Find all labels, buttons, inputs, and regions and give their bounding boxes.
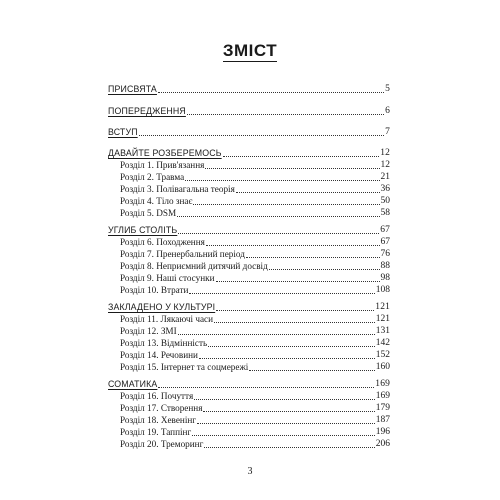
toc-entry-page: 187 bbox=[375, 415, 390, 425]
toc-entry-page: 12 bbox=[380, 160, 390, 170]
toc-entry-page: 67 bbox=[380, 225, 390, 235]
toc-section-row bbox=[108, 83, 390, 95]
toc-entry-label: Розділ 7. Пренербальний період bbox=[120, 249, 245, 259]
toc-chapter-row bbox=[108, 183, 390, 195]
dot-leader bbox=[194, 399, 375, 400]
toc-entry-label: Розділ 17. Створення bbox=[120, 403, 203, 413]
dot-leader bbox=[177, 216, 379, 217]
dot-leader bbox=[249, 370, 374, 371]
toc-entry-page: 121 bbox=[375, 302, 390, 312]
toc-entry-label: Розділ 8. Неприємний дитячий досвід bbox=[120, 261, 268, 271]
toc-entry-page: 152 bbox=[375, 350, 390, 360]
toc-entry-label: Розділ 11. Лякаючі часи bbox=[120, 314, 214, 324]
toc-chapter-row bbox=[108, 414, 390, 426]
toc-entry-page: 196 bbox=[375, 427, 390, 437]
toc-chapter-row bbox=[108, 313, 390, 325]
toc-chapter-row bbox=[108, 195, 390, 207]
toc-chapter-row bbox=[108, 159, 390, 171]
toc-entry-label: Розділ 3. Полівагальна теорія bbox=[120, 184, 235, 194]
toc-entry-page: 36 bbox=[380, 184, 390, 194]
dot-leader bbox=[158, 387, 374, 388]
toc-entry-page: 88 bbox=[380, 261, 390, 271]
toc-chapter-row bbox=[108, 426, 390, 438]
toc-chapter-row bbox=[108, 390, 390, 402]
dot-leader bbox=[216, 310, 374, 311]
dot-leader bbox=[139, 135, 384, 136]
toc-chapter-row bbox=[108, 284, 390, 296]
dot-leader bbox=[193, 204, 379, 205]
toc-chapter-row bbox=[108, 402, 390, 414]
toc-chapter-row bbox=[108, 349, 390, 361]
dot-leader bbox=[223, 156, 380, 157]
toc-section-row bbox=[108, 301, 390, 313]
dot-leader bbox=[205, 168, 379, 169]
dot-leader bbox=[214, 322, 375, 323]
toc-entry-page: 206 bbox=[375, 439, 390, 449]
toc-section-row bbox=[108, 224, 390, 236]
toc-chapter-row bbox=[108, 171, 390, 183]
dot-leader bbox=[192, 435, 375, 436]
toc-entry-page: 142 bbox=[375, 338, 390, 348]
dot-leader bbox=[158, 92, 384, 93]
dot-leader bbox=[208, 346, 375, 347]
toc-entry-label: ВСТУП bbox=[108, 127, 138, 137]
toc-entry-page: 50 bbox=[380, 196, 390, 206]
toc-chapter-row bbox=[108, 236, 390, 248]
toc-entry-label: Розділ 12. ЗМІ bbox=[120, 326, 177, 336]
toc-entry-page: 67 bbox=[380, 237, 390, 247]
toc-section-row bbox=[108, 378, 390, 390]
toc-chapter-row bbox=[108, 438, 390, 450]
toc-section-row bbox=[108, 147, 390, 159]
toc-entry-page: 7 bbox=[385, 127, 390, 137]
toc-entry-page: 5 bbox=[385, 84, 390, 94]
dot-leader bbox=[185, 180, 379, 181]
toc-entry-page: 179 bbox=[375, 403, 390, 413]
dot-leader bbox=[187, 114, 384, 115]
toc-entry-page: 131 bbox=[375, 326, 390, 336]
toc-chapter-row bbox=[108, 207, 390, 219]
toc-entry-page: 169 bbox=[375, 391, 390, 401]
toc-entry-label: Розділ 6. Походження bbox=[120, 237, 205, 247]
page-title bbox=[0, 41, 500, 62]
toc-entry-label: Розділ 2. Травма bbox=[120, 172, 185, 182]
toc-entry-page: 21 bbox=[380, 172, 390, 182]
toc-entry-label: ДАВАЙТЕ РОЗБЕРЕМОСЬ bbox=[108, 148, 222, 158]
toc-chapter-row bbox=[108, 260, 390, 272]
toc-entry-label: Розділ 9. Наші стосунки bbox=[120, 273, 215, 283]
toc-entry-label: Розділ 10. Втрати bbox=[120, 285, 189, 295]
toc-entry-page: 160 bbox=[375, 362, 390, 372]
toc-chapter-row bbox=[108, 361, 390, 373]
toc-entry-label: Розділ 15. Інтернет та соцмережі bbox=[120, 362, 249, 372]
dot-leader bbox=[178, 233, 379, 234]
toc-entry-label: Розділ 18. Хевенінг bbox=[120, 415, 197, 425]
toc-entry-page: 76 bbox=[380, 249, 390, 259]
toc-entry-page: 58 bbox=[380, 208, 390, 218]
toc-entry-label: Розділ 13. Відмінність bbox=[120, 338, 208, 348]
toc-entry-page: 6 bbox=[385, 106, 390, 116]
toc-chapter-row bbox=[108, 325, 390, 337]
toc-entry-label: Розділ 20. Треморинг bbox=[120, 439, 204, 449]
toc-entry-label: СОМАТИКА bbox=[108, 379, 158, 389]
toc-chapter-row bbox=[108, 272, 390, 284]
toc-section-row bbox=[108, 126, 390, 138]
page-title-text: ЗМІСТ bbox=[222, 41, 278, 60]
toc-entry-label: Розділ 5. DSM bbox=[120, 208, 177, 218]
toc-chapter-row bbox=[108, 337, 390, 349]
page-number: 3 bbox=[247, 466, 253, 477]
dot-leader bbox=[197, 423, 375, 424]
toc-entry-label: Розділ 19. Таппінг bbox=[120, 427, 192, 437]
toc-entry-label: Розділ 14. Речовини bbox=[120, 350, 198, 360]
toc-chapter-row bbox=[108, 248, 390, 260]
toc-entry-label: Розділ 4. Тіло знає bbox=[120, 196, 193, 206]
dot-leader bbox=[203, 411, 374, 412]
toc-entry-page: 169 bbox=[375, 379, 390, 389]
toc-entry-page: 98 bbox=[380, 273, 390, 283]
toc-section-row bbox=[108, 105, 390, 117]
toc-entry-page: 12 bbox=[380, 148, 390, 158]
toc-entry-label: ЗАКЛАДЕНО У КУЛЬТУРІ bbox=[108, 302, 216, 312]
toc-entry-label: УГЛИБ СТОЛІТЬ bbox=[108, 225, 178, 235]
toc-entry-label: Розділ 1. Прив'язання bbox=[120, 160, 205, 170]
toc-entry-label: ПОПЕРЕДЖЕННЯ bbox=[108, 106, 186, 116]
dot-leader bbox=[269, 269, 380, 270]
dot-leader bbox=[189, 293, 374, 294]
toc-entry-label: ПРИСВЯТА bbox=[108, 84, 157, 94]
dot-leader bbox=[178, 334, 375, 335]
toc-entry-page: 121 bbox=[375, 314, 390, 324]
dot-leader bbox=[199, 358, 375, 359]
dot-leader bbox=[206, 245, 380, 246]
dot-leader bbox=[216, 281, 380, 282]
dot-leader bbox=[236, 192, 380, 193]
dot-leader bbox=[246, 257, 380, 258]
toc-entry-label: Розділ 16. Почуття bbox=[120, 391, 194, 401]
dot-leader bbox=[204, 447, 374, 448]
toc-entry-page: 108 bbox=[375, 285, 390, 295]
